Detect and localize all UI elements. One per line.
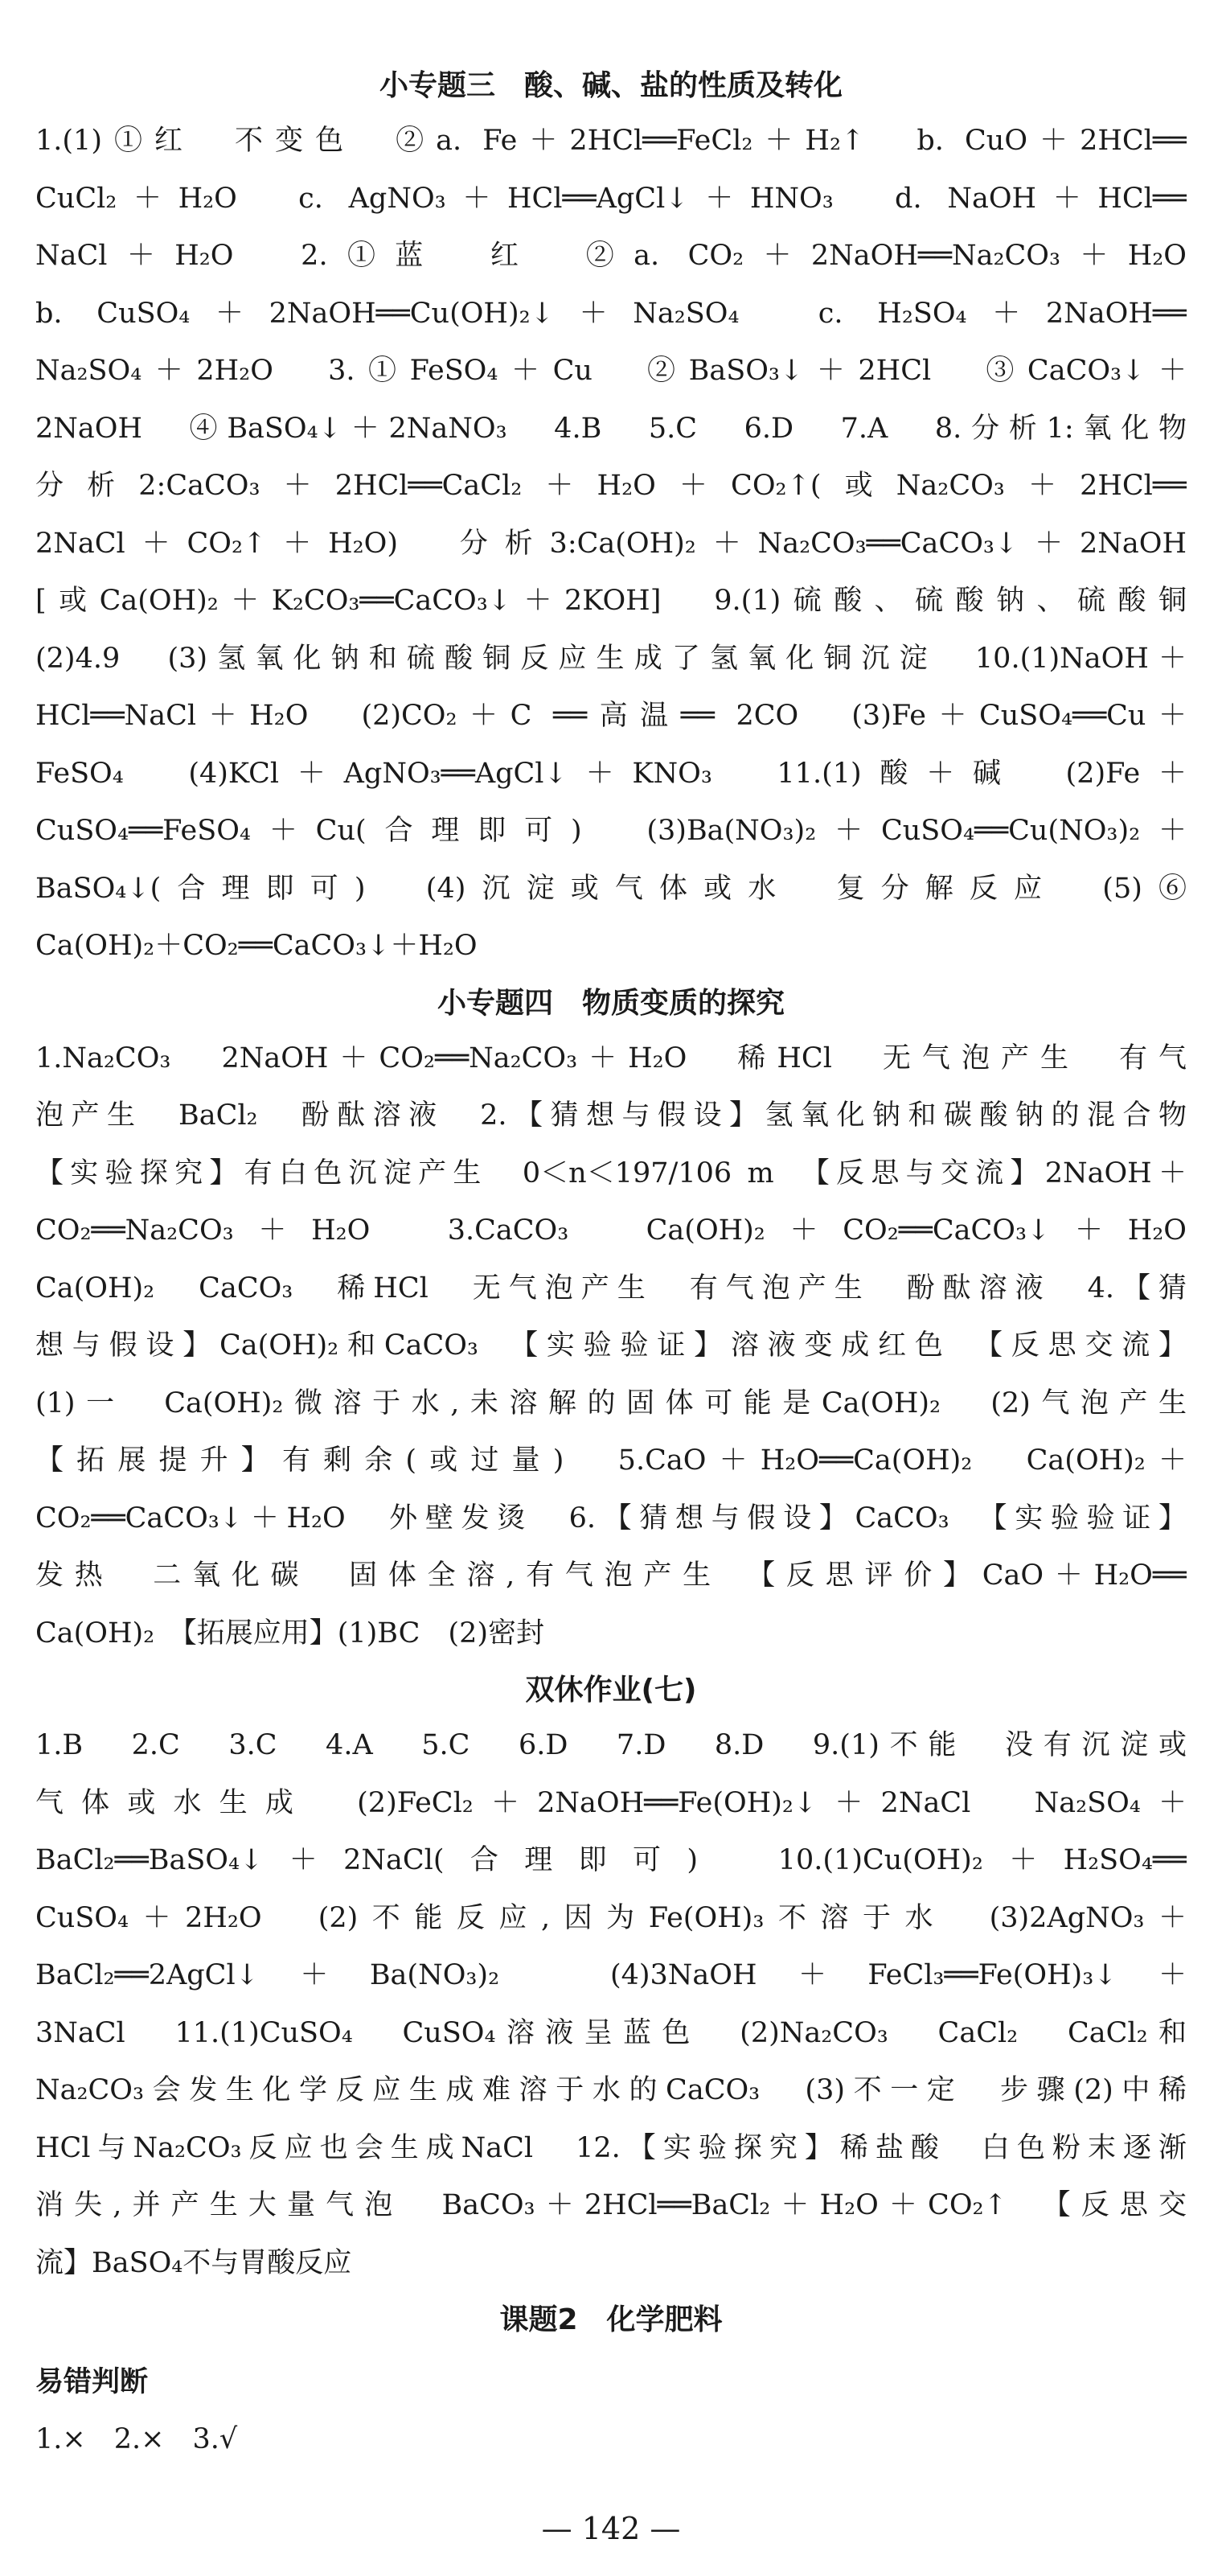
answer-line: 流】BaSO₄不与胃酸反应: [35, 2246, 352, 2279]
answer-line: CuSO₄══FeSO₄＋Cu(合理即可) (3)Ba(NO₃)₂＋CuSO₄══Cu(NO₃)₂＋: [35, 815, 1187, 847]
answer-line: BaCl₂══BaSO₄↓＋2NaCl(合理即可) 10.(1)Cu(OH)₂＋H₂SO₄══: [35, 1844, 1187, 1876]
subheading-error-prone-judgment: 易错判断: [35, 2366, 149, 2398]
section-title: 课题2 化学肥料: [499, 2303, 723, 2336]
answer-line: CuCl₂＋H₂O c. AgNO₃＋HCl══AgCl↓＋HNO₃ d. NaOH＋HCl══: [35, 182, 1187, 215]
answer-line: 消失,并产生大量气泡 BaCO₃＋2HCl══BaCl₂＋H₂O＋CO₂↑ 【反思交: [35, 2189, 1187, 2221]
answer-line: 1.Na₂CO₃ 2NaOH＋CO₂══Na₂CO₃＋H₂O 稀HCl 无气泡产生 有气: [35, 1041, 1187, 1074]
answer-line: BaSO₄↓(合理即可) (4)沉淀或气体或水 复分解反应 (5)⑥: [35, 872, 1187, 905]
section-substance-deterioration: [35, 980, 1187, 1663]
answer-line: 想与假设】Ca(OH)₂和CaCO₃ 【实验验证】溶液变成红色 【反思交流】: [35, 1329, 1187, 1362]
answer-line: 2NaOH ④BaSO₄↓＋2NaNO₃ 4.B 5.C 6.D 7.A 8.分析1:氧化物: [35, 412, 1187, 445]
answer-line: FeSO₄ (4)KCl＋AgNO₃══AgCl↓＋KNO₃ 11.(1)酸＋碱 (2)Fe＋: [35, 757, 1187, 790]
answer-line: CO₂══Na₂CO₃＋H₂O 3.CaCO₃ Ca(OH)₂＋CO₂══CaCO₃↓＋H₂O: [35, 1214, 1187, 1247]
answer-line: 气体或水生成 (2)FeCl₂＋2NaOH══Fe(OH)₂↓＋2NaCl Na₂SO₄＋: [35, 1786, 1187, 1819]
answer-line: Na₂SO₄＋2H₂O 3.①FeSO₄＋Cu ②BaSO₃↓＋2HCl ③CaCO₃↓＋: [35, 355, 1187, 387]
answer-line: HCl与Na₂CO₃反应也会生成NaCl 12.【实验探究】稀盐酸 白色粉末逐渐: [35, 2131, 1187, 2164]
answer-line: 【实验探究】有白色沉淀产生 0＜n＜197/106 m 【反思与交流】2NaOH＋: [35, 1157, 1187, 1189]
answer-line: (2)4.9 (3)氢氧化钠和硫酸铜反应生成了氢氧化铜沉淀 10.(1)NaOH＋: [35, 642, 1187, 675]
answer-line: Ca(OH)₂ 【拓展应用】(1)BC (2)密封: [35, 1617, 545, 1650]
answer-line: 泡产生 BaCl₂ 酚酞溶液 2.【猜想与假设】氢氧化钠和碳酸钠的混合物: [35, 1099, 1187, 1132]
answer-line: 1.× 2.× 3.√: [35, 2423, 238, 2455]
section-title: 小专题三 酸、碱、盐的性质及转化: [379, 69, 843, 102]
answer-line: NaCl＋H₂O 2.①蓝 红 ②a. CO₂＋2NaOH══Na₂CO₃＋H₂O: [35, 240, 1187, 272]
answer-line: Na₂CO₃会发生化学反应生成难溶于水的CaCO₃ (3)不一定 步骤(2)中稀: [35, 2074, 1187, 2106]
answer-line: (1)一 Ca(OH)₂微溶于水,未溶解的固体可能是Ca(OH)₂ (2)气泡产生: [35, 1387, 1187, 1419]
answer-line: 【拓展提升】有剩余(或过量) 5.CaO＋H₂O══Ca(OH)₂ Ca(OH)₂＋: [35, 1444, 1187, 1477]
answer-content: [35, 58, 1187, 2469]
answer-line: Ca(OH)₂ CaCO₃ 稀HCl 无气泡产生 有气泡产生 酚酞溶液 4.【猜: [35, 1272, 1187, 1304]
page-number: — 142 —: [541, 2511, 681, 2546]
section-weekend-homework-7: [35, 1667, 1187, 2292]
section-acid-base-salt: [35, 63, 1187, 976]
answer-line: 3NaCl 11.(1)CuSO₄ CuSO₄溶液呈蓝色 (2)Na₂CO₃ CaCl₂ CaCl₂和: [35, 2016, 1187, 2049]
answer-line: CuSO₄＋2H₂O (2)不能反应,因为Fe(OH)₃不溶于水 (3)2AgNO₃＋: [35, 1901, 1187, 1934]
answer-line: BaCl₂══2AgCl↓＋Ba(NO₃)₂ (4)3NaOH＋FeCl₃══Fe(OH)₃↓＋: [35, 1959, 1187, 1991]
answer-line: [或Ca(OH)₂＋K₂CO₃══CaCO₃↓＋2KOH] 9.(1)硫酸、硫酸钠、硫酸铜: [35, 585, 1187, 617]
section-chemical-fertilizers: [35, 2297, 1187, 2469]
answer-line: CO₂══CaCO₃↓＋H₂O 外壁发烫 6.【猜想与假设】CaCO₃ 【实验验证】: [35, 1502, 1187, 1535]
section-title: 双休作业(七): [525, 1674, 697, 1707]
answer-line: 发热 二氧化碳 固体全溶,有气泡产生 【反思评价】CaO＋H₂O══: [35, 1559, 1187, 1592]
answer-line: 分析2:CaCO₃＋2HCl══CaCl₂＋H₂O＋CO₂↑(或Na₂CO₃＋2HCl══: [35, 470, 1187, 502]
answer-line: 1.(1)①红 不变色 ②a. Fe＋2HCl══FeCl₂＋H₂↑ b. CuO＋2HCl══: [35, 125, 1187, 157]
answer-line: 2NaCl＋CO₂↑＋H₂O) 分析3:Ca(OH)₂＋Na₂CO₃══CaCO₃↓＋2NaOH: [35, 527, 1187, 560]
section-title: 小专题四 物质变质的探究: [437, 986, 785, 1020]
answer-line: Ca(OH)₂＋CO₂══CaCO₃↓＋H₂O: [35, 930, 478, 962]
answer-line: HCl══NaCl＋H₂O (2)CO₂＋C ══高温══ 2CO (3)Fe＋CuSO₄══Cu＋: [35, 700, 1187, 732]
answer-line: b. CuSO₄＋2NaOH══Cu(OH)₂↓＋Na₂SO₄ c. H₂SO₄＋2NaOH══: [35, 297, 1187, 330]
answer-line: 1.B 2.C 3.C 4.A 5.C 6.D 7.D 8.D 9.(1)不能 没有沉淀或: [35, 1729, 1187, 1761]
